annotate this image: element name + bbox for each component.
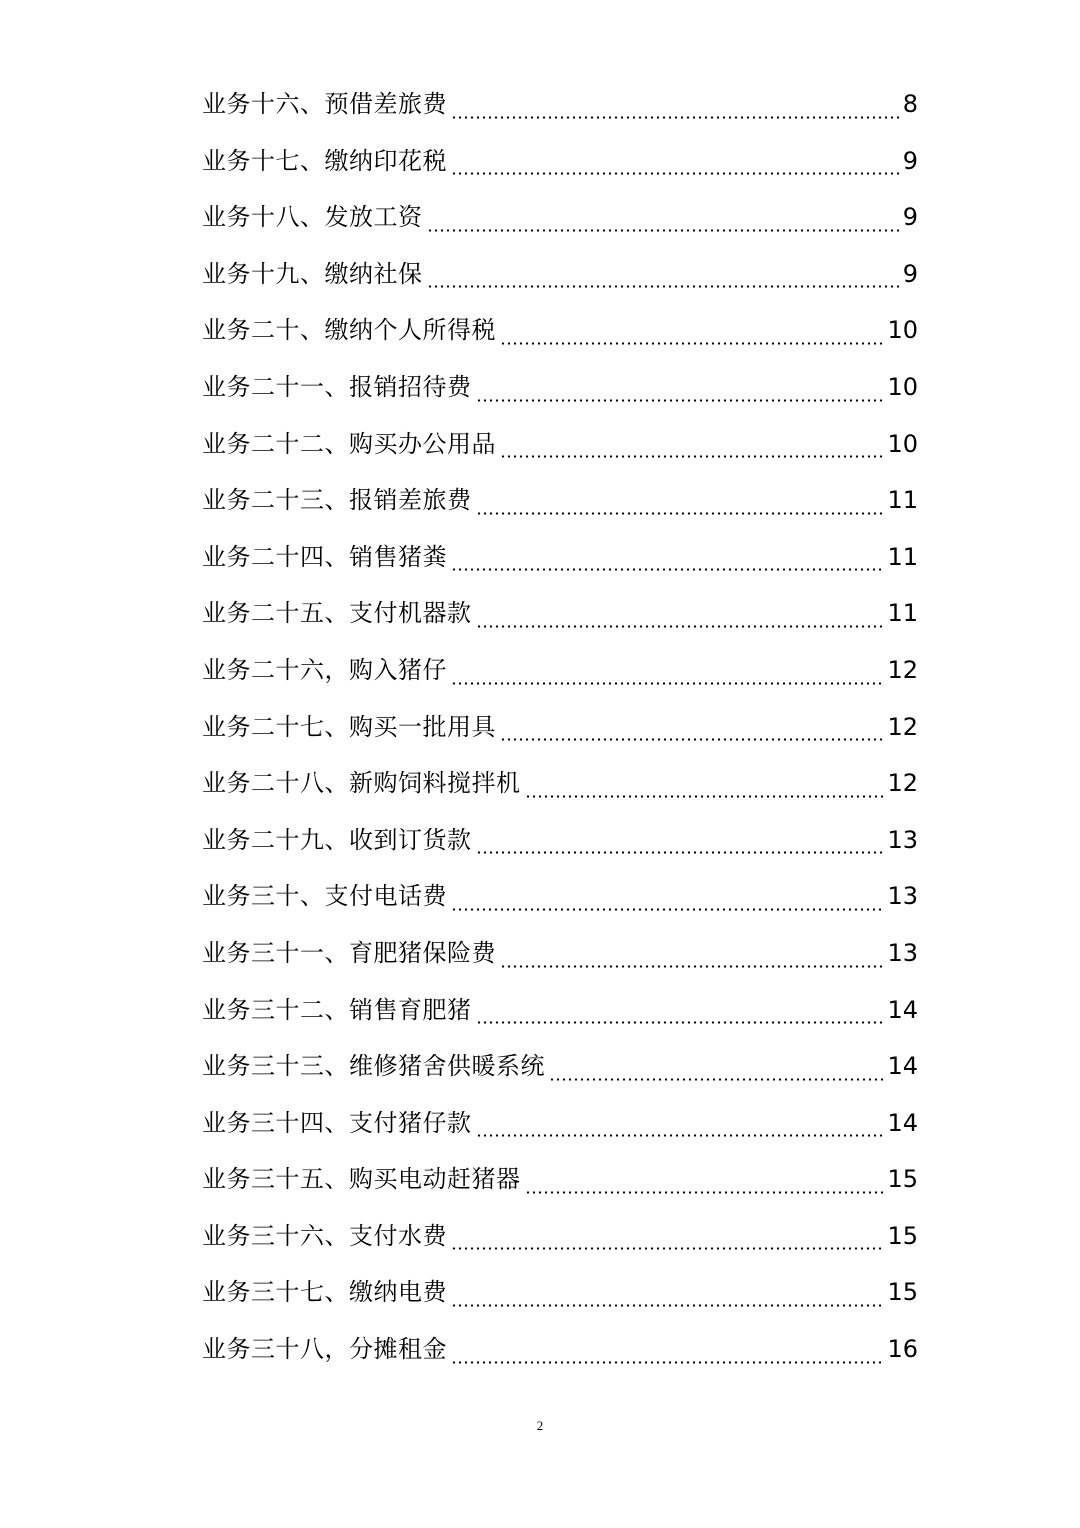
page-number: 2 (536, 1418, 544, 1433)
toc-entry[interactable] (202, 472, 918, 529)
toc-dot-leader (476, 824, 884, 854)
toc-entry-page: 12 (887, 655, 918, 684)
toc-entry-page: 14 (887, 995, 918, 1024)
toc-entry-page: 15 (887, 1165, 918, 1194)
toc-dot-leader (500, 938, 883, 968)
toc-entry[interactable] (202, 585, 918, 642)
toc-entry-page: 11 (887, 486, 918, 515)
toc-dot-leader (451, 145, 899, 175)
toc-entry[interactable] (202, 982, 918, 1039)
toc-entry[interactable] (202, 246, 918, 303)
toc-entry-title: 业务三十二、销售育肥猪 (202, 995, 472, 1024)
toc-entry-page: 8 (902, 90, 918, 118)
toc-entry-page: 10 (887, 429, 918, 458)
toc-dot-leader (476, 372, 884, 402)
toc-entry-title: 业务二十六，购入猪仔 (202, 655, 447, 684)
toc-entry[interactable] (202, 1264, 918, 1321)
toc-entry-page: 15 (887, 1278, 918, 1307)
toc-entry-title: 业务十九、缴纳社保 (202, 259, 423, 288)
toc-entry[interactable] (202, 1321, 918, 1378)
toc-entry-page: 9 (902, 146, 918, 175)
toc-dot-leader (525, 1164, 884, 1194)
toc-entry[interactable] (202, 755, 918, 812)
toc-dot-leader (476, 485, 884, 515)
toc-dot-leader (427, 258, 899, 288)
toc-entry-title: 业务二十四、销售猪粪 (202, 542, 447, 571)
toc-entry-title: 业务二十七、购买一批用具 (202, 712, 496, 741)
toc-entry-page: 12 (887, 769, 918, 798)
toc-entry[interactable] (202, 189, 918, 246)
toc-entry-title: 业务三十八，分摊租金 (202, 1335, 447, 1364)
toc-entry[interactable] (202, 812, 918, 869)
toc-dot-leader (476, 1107, 884, 1137)
toc-dot-leader (451, 1277, 883, 1307)
toc-entry-title: 业务三十七、缴纳电费 (202, 1278, 447, 1307)
toc-dot-leader (451, 89, 899, 119)
toc-entry-page: 9 (902, 203, 918, 232)
toc-entry-title: 业务二十八、新购饲料搅拌机 (202, 769, 521, 798)
toc-entry[interactable] (202, 302, 918, 359)
toc-entry-page: 13 (887, 882, 918, 911)
toc-entry-page: 15 (887, 1221, 918, 1250)
toc-entry-title: 业务二十二、购买办公用品 (202, 429, 496, 458)
toc-entry-title: 业务二十五、支付机器款 (202, 599, 472, 628)
toc-entry[interactable] (202, 925, 918, 982)
toc-entry-page: 10 (887, 372, 918, 401)
toc-entry-page: 11 (887, 599, 918, 628)
toc-entry-page: 12 (887, 712, 918, 741)
toc-entry[interactable] (202, 699, 918, 756)
toc-dot-leader (451, 541, 883, 571)
toc-entry-page: 9 (902, 259, 918, 288)
toc-entry-title: 业务三十六、支付水费 (202, 1221, 447, 1250)
toc-entry[interactable] (202, 1151, 918, 1208)
toc-entry[interactable] (202, 529, 918, 586)
toc-dot-leader (500, 711, 883, 741)
toc-entry-page: 16 (887, 1335, 918, 1364)
toc-entry-page: 14 (887, 1052, 918, 1081)
toc-entry[interactable] (202, 1208, 918, 1265)
toc-dot-leader (451, 1220, 883, 1250)
toc-dot-leader (451, 655, 883, 685)
toc-dot-leader (500, 428, 883, 458)
toc-entry[interactable] (202, 642, 918, 699)
toc-dot-leader (500, 315, 883, 345)
toc-entry-title: 业务二十九、收到订货款 (202, 825, 472, 854)
toc-dot-leader (525, 768, 884, 798)
toc-entry[interactable] (202, 416, 918, 473)
toc-entry[interactable] (202, 133, 918, 190)
toc-entry-page: 10 (887, 316, 918, 345)
toc-entry-page: 11 (887, 542, 918, 571)
toc-entry[interactable] (202, 76, 918, 133)
toc-entry-title: 业务十八、发放工资 (202, 203, 423, 232)
toc-dot-leader (427, 202, 899, 232)
toc-entry-page: 13 (887, 938, 918, 967)
toc-entry-title: 业务三十一、育肥猪保险费 (202, 938, 496, 967)
toc-dot-leader (476, 598, 884, 628)
toc-entry-title: 业务十七、缴纳印花税 (202, 146, 447, 175)
toc-entry[interactable] (202, 1038, 918, 1095)
toc-entry[interactable] (202, 1095, 918, 1152)
toc-entry-title: 业务二十三、报销差旅费 (202, 486, 472, 515)
toc-entry[interactable] (202, 359, 918, 416)
toc-dot-leader (549, 1051, 883, 1081)
toc-entry[interactable] (202, 868, 918, 925)
table-of-contents (202, 76, 918, 1378)
toc-dot-leader (451, 1334, 883, 1364)
toc-dot-leader (451, 881, 883, 911)
toc-entry-title: 业务三十、支付电话费 (202, 882, 447, 911)
toc-entry-title: 业务三十四、支付猪仔款 (202, 1108, 472, 1137)
toc-dot-leader (476, 994, 884, 1024)
toc-entry-title: 业务二十、缴纳个人所得税 (202, 316, 496, 345)
toc-entry-title: 业务二十一、报销招待费 (202, 372, 472, 401)
toc-entry-title: 业务三十五、购买电动赶猪器 (202, 1165, 521, 1194)
toc-entry-title: 业务十六、预借差旅费 (202, 90, 447, 118)
toc-entry-title: 业务三十三、维修猪舍供暖系统 (202, 1052, 545, 1081)
toc-entry-page: 13 (887, 825, 918, 854)
toc-entry-page: 14 (887, 1108, 918, 1137)
